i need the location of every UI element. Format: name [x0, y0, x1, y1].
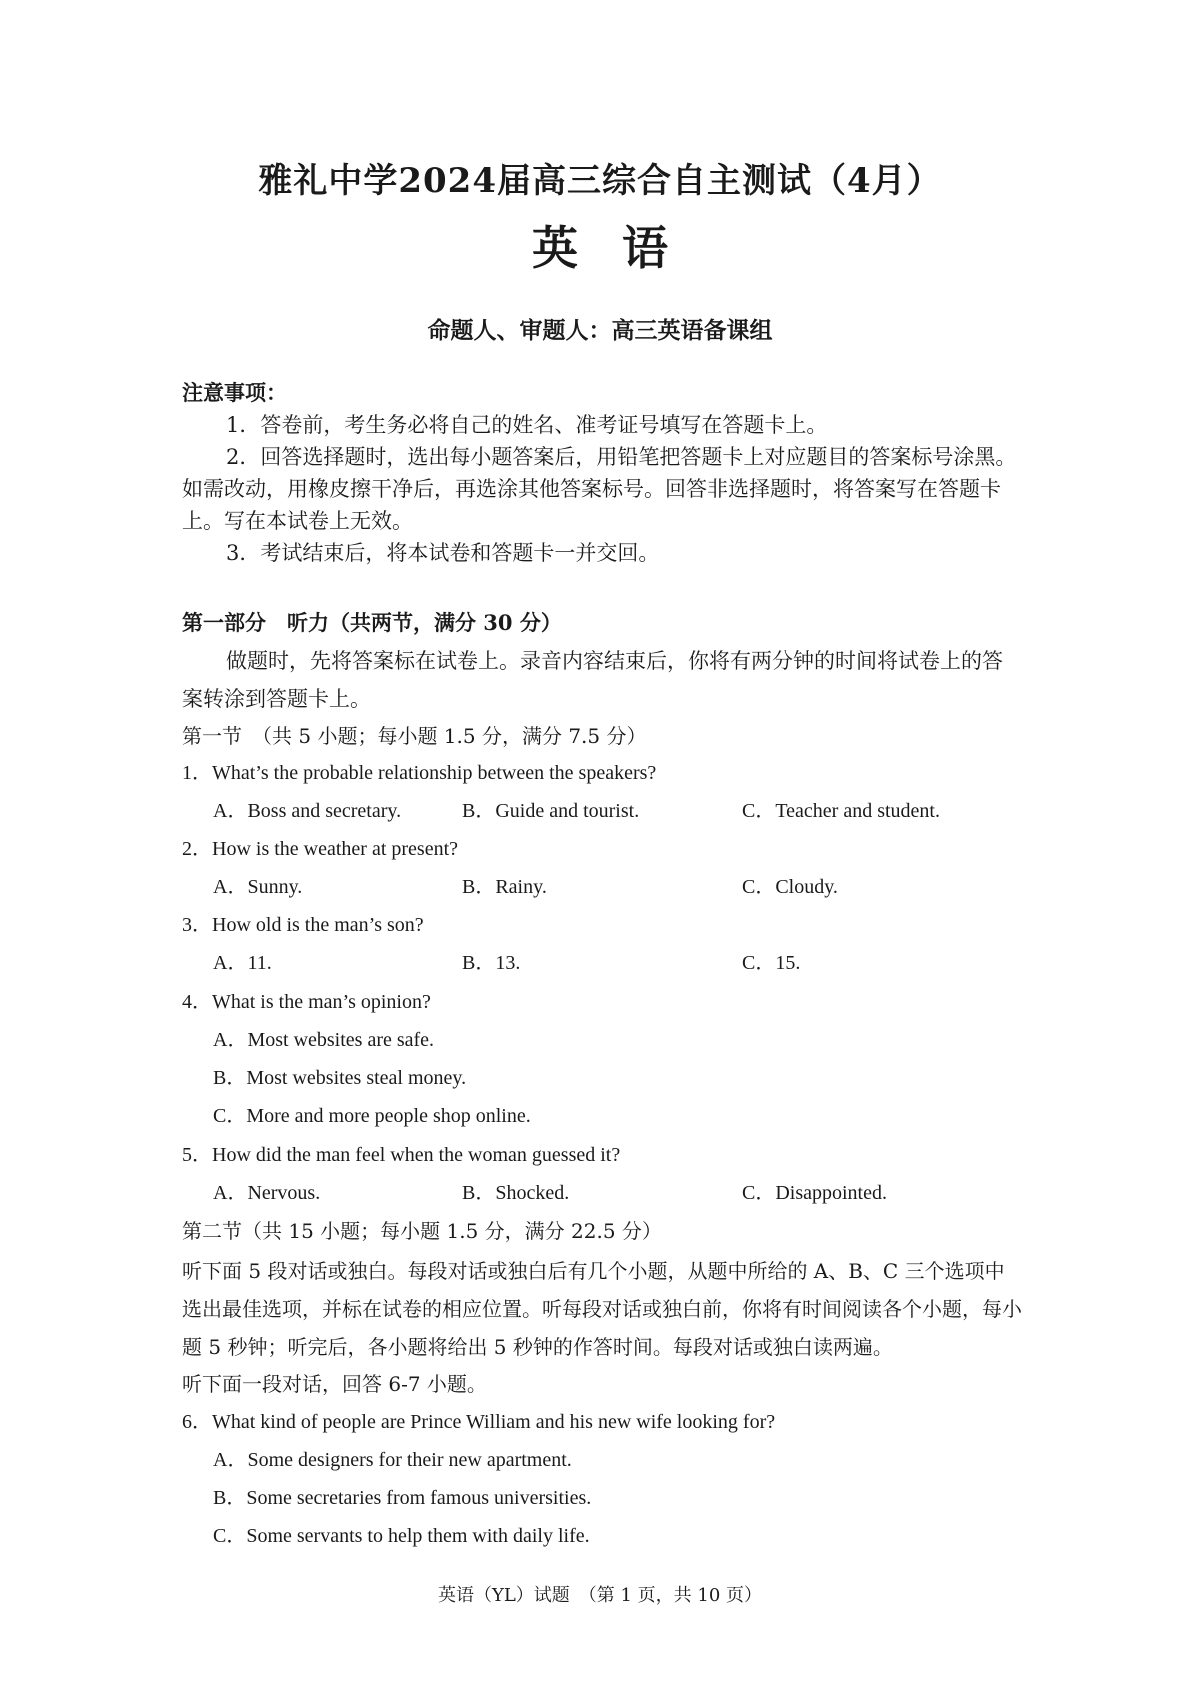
section2-instructions: 听下面 5 段对话或独白。每段对话或独白后有几个小题，从题中所给的 A、B、C 三个选项中选出最佳选项，并标在试卷的相应位置。听每段对话或独白前，你将有时间阅读各个小题，每小题 5 秒钟；听完后，各小题将给出 5 秒钟的作答时间。每段对话或独白读两遍。 [182, 1259, 1022, 1359]
q6-option-b: B．Some secretaries from famous universities. [213, 1487, 592, 1509]
q6-option-a: A．Some designers for their new apartment. [213, 1449, 572, 1471]
dialogue-intro: 听下面一段对话，回答 6-7 小题。 [182, 1372, 487, 1396]
q4-option-b: B．Most websites steal money. [213, 1067, 467, 1089]
section2-heading: 第二节（共 15 小题；每小题 1.5 分，满分 22.5 分） [182, 1219, 662, 1243]
q5-option-c: C．Disappointed. [742, 1182, 887, 1204]
exam-title: 雅礼中学2024届高三综合自主测试（4月） [258, 161, 942, 201]
part1-instructions: 做题时，先将答案标在试卷上。录音内容结束后，你将有两分钟的时间将试卷上的答案转涂到答题卡上。 [182, 649, 1003, 711]
question-6: 6．What kind of people are Prince William and his new wife looking for? [182, 1411, 776, 1433]
q2-option-b: B．Rainy. [462, 876, 547, 898]
notes-item-1: 1．答卷前，考生务必将自己的姓名、准考证号填写在答题卡上。 [226, 413, 828, 437]
q1-option-c: C．Teacher and student. [742, 800, 940, 822]
q4-option-c: C．More and more people shop online. [213, 1105, 531, 1127]
q2-option-c: C．Cloudy. [742, 876, 838, 898]
q5-option-a: A．Nervous. [213, 1182, 321, 1204]
q6-option-c: C．Some servants to help them with daily life. [213, 1525, 590, 1547]
question-4: 4．What is the man’s opinion? [182, 991, 431, 1013]
question-1: 1．What’s the probable relationship between the speakers? [182, 762, 657, 784]
q2-option-a: A．Sunny. [213, 876, 303, 898]
part1-heading: 第一部分 听力（共两节，满分 30 分） [182, 610, 562, 635]
q1-option-a: A．Boss and secretary. [213, 800, 402, 822]
question-2: 2．How is the weather at present? [182, 838, 459, 860]
notes-item-2: 2．回答选择题时，选出每小题答案后，用铅笔把答题卡上对应题目的答案标号涂黑。如需改动，用橡皮擦干净后，再选涂其他答案标号。回答非选择题时，将答案写在答题卡上。写在本试卷上无效。 [182, 445, 1017, 533]
q5-option-b: B．Shocked. [462, 1182, 570, 1204]
q3-option-a: A．11. [213, 952, 272, 974]
section1-heading: 第一节 （共 5 小题；每小题 1.5 分，满分 7.5 分） [182, 724, 647, 748]
subject-title: 英语 [532, 221, 712, 275]
notes-heading: 注意事项： [182, 380, 287, 405]
notes-item-3: 3．考试结束后，将本试卷和答题卡一并交回。 [226, 541, 660, 565]
q1-option-b: B．Guide and tourist. [462, 800, 640, 822]
authors-line: 命题人、审题人：高三英语备课组 [427, 317, 773, 344]
q3-option-c: C．15. [742, 952, 801, 974]
question-5: 5．How did the man feel when the woman guessed it? [182, 1144, 621, 1166]
q3-option-b: B．13. [462, 952, 521, 974]
q4-option-a: A．Most websites are safe. [213, 1029, 435, 1051]
question-3: 3．How old is the man’s son? [182, 914, 424, 936]
page-footer: 英语（YL）试题 （第 1 页，共 10 页） [437, 1585, 763, 1606]
